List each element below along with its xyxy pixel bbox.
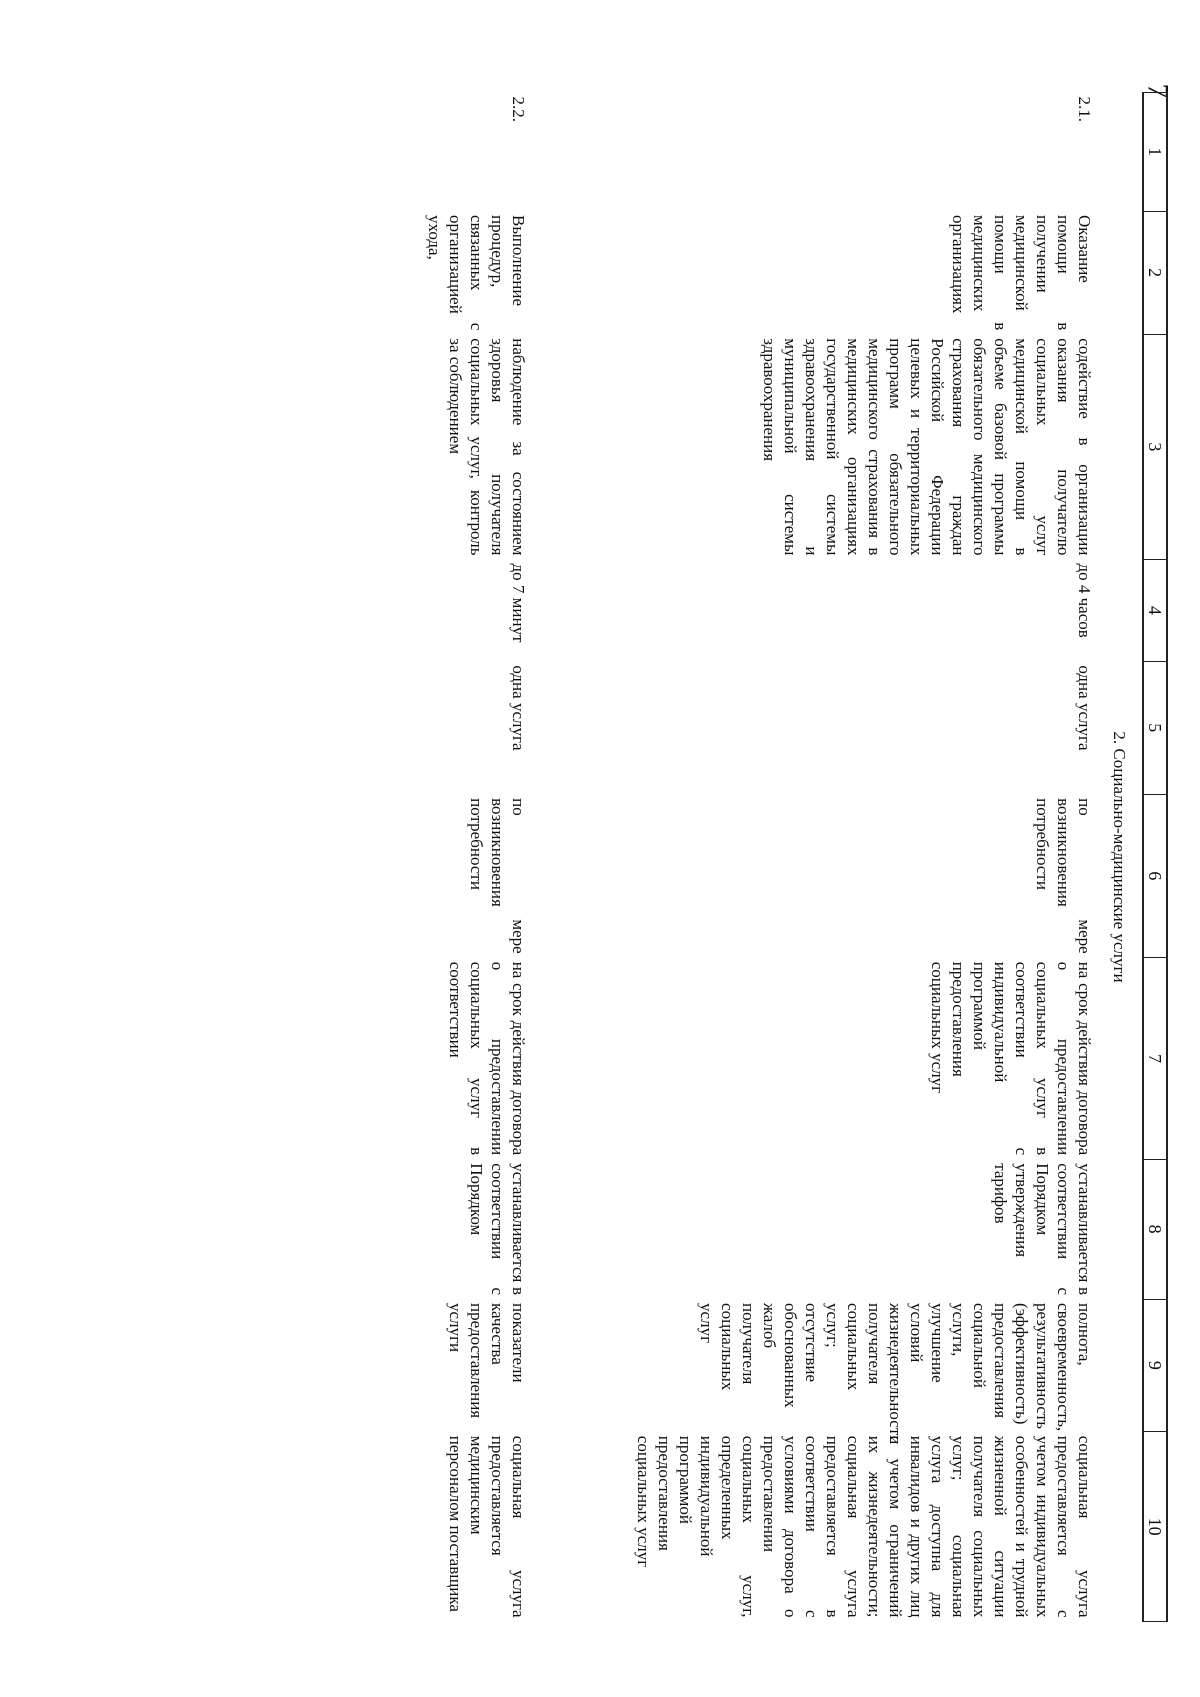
column-number: 1 xyxy=(1143,93,1167,212)
service-cost: устанавливается в соответствии с Порядком утверждения тарифов xyxy=(991,1163,1094,1296)
column-number: 2 xyxy=(1143,211,1167,334)
service-cost: устанавливается в соответствии с Порядком xyxy=(467,1163,528,1296)
row-number: 2.1. xyxy=(1075,96,1094,122)
service-frequency: по мере возникновения потребности xyxy=(1033,798,1094,954)
column-number: 4 xyxy=(1143,559,1167,661)
service-description: содействие в организации оказания получателю социальных услуг медицинской помощи в объеме базовой программы обязательного медицинского страхования граждан Российской Федерации целевых и территориальных программ обязательного медицинского страхования в медицинских организациях государственной системы здравоохранения и муниципальной системы здравоохранения xyxy=(760,338,1094,556)
service-name: Оказание помощи в получении медицинской помощи в медицинских организациях xyxy=(949,215,1094,331)
service-period: на срок действия договора о предоставлении социальных услуг в соответствии с индивидуальной программой предоставления социальных услуг xyxy=(928,961,1094,1156)
service-period: на срок действия договора о предоставлении социальных услуг в соответствии xyxy=(446,961,528,1156)
service-conditions: социальная услуга предоставляется медицинским персоналом поставщика xyxy=(446,1435,528,1618)
service-conditions: социальная услуга предоставляется с учетом индивидуальных особенностей и трудной жизненной ситуации получателя социальных услуг; социальная услуга доступна для инвалидов и других лиц с учетом ограничений их жизнедеятельности; социальная услуга предоставляется в соответствии с условиями договора о предоставлении социальных услуг, определенных индивидуальной программой предоставления социальных услуг xyxy=(634,1435,1094,1618)
column-number: 3 xyxy=(1143,334,1167,559)
services-table xyxy=(329,92,1168,1622)
service-frequency: по мере возникновения потребности xyxy=(467,798,528,954)
page-number: 7 xyxy=(1141,83,1175,99)
column-number: 9 xyxy=(1143,1299,1167,1432)
service-description: наблюдение за состоянием здоровья получателя социальных услуг, контроль за соблюдением xyxy=(446,338,528,556)
column-number: 8 xyxy=(1143,1159,1167,1299)
column-number: 7 xyxy=(1143,958,1167,1159)
table-row xyxy=(329,93,535,1622)
column-number: 5 xyxy=(1143,661,1167,794)
service-timing: до 4 часов xyxy=(1075,563,1094,638)
service-timing: до 7 минут xyxy=(509,563,528,643)
section-title: 2. Социально-медицинские услуги xyxy=(1110,731,1129,983)
table-row xyxy=(535,93,1101,1622)
header-row xyxy=(1143,93,1167,1622)
service-name: Выполнение процедур, связанных с организацией ухода, xyxy=(425,215,528,331)
service-unit: одна услуга xyxy=(509,665,528,751)
rotated-table-container xyxy=(200,92,1168,1622)
service-unit: одна услуга xyxy=(1075,665,1094,751)
service-quality: полнота, своевременность, результативность (эффективность) предоставления социальной услуги, улучшение условий жизнедеятельности получателя социальных услуг; отсутствие обоснованных жалоб получателя социальных услуг xyxy=(697,1303,1094,1445)
service-quality: показатели качества предоставления услуги xyxy=(446,1303,528,1419)
column-number: 6 xyxy=(1143,794,1167,958)
row-number: 2.2. xyxy=(509,96,528,122)
section-row xyxy=(1101,93,1143,1622)
column-number: 10 xyxy=(1143,1432,1167,1622)
